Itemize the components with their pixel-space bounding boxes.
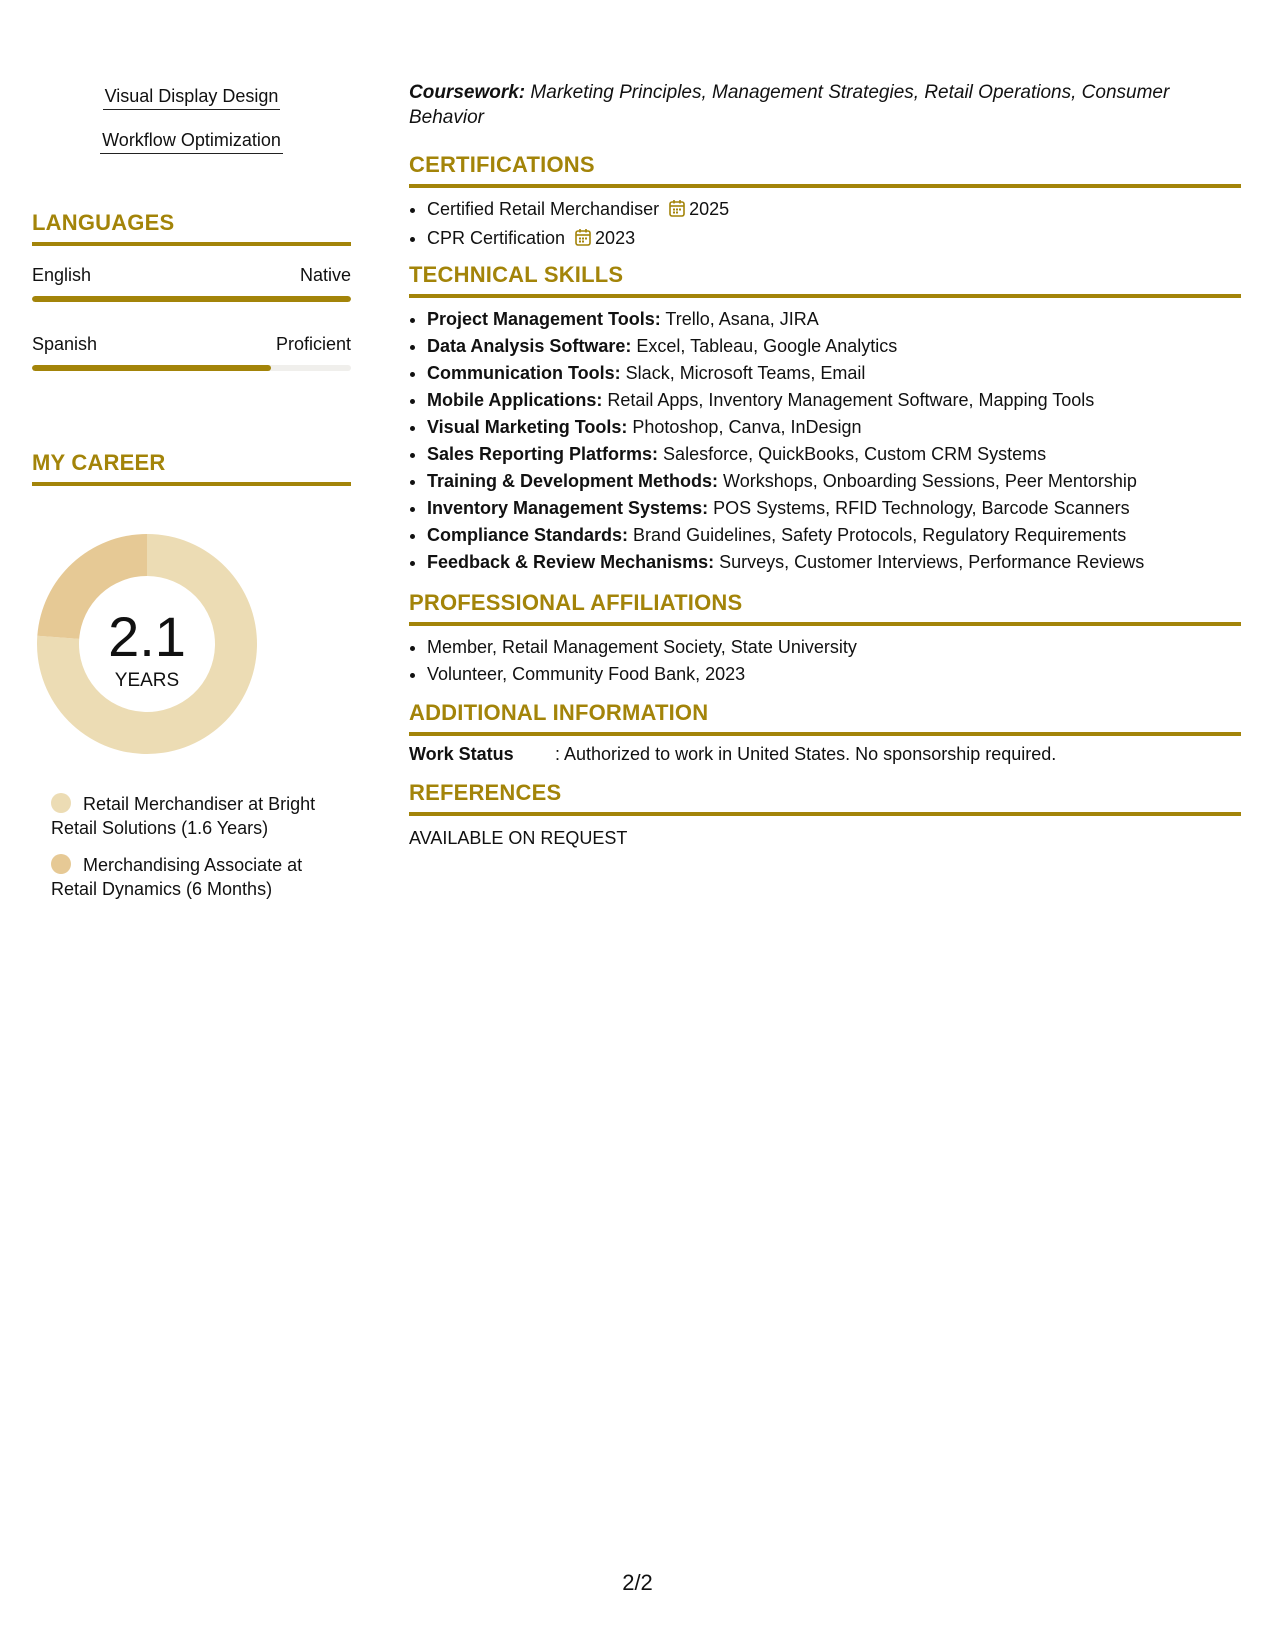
technical-skill-label: Mobile Applications: [427, 390, 603, 410]
section-title-career: MY CAREER [32, 450, 166, 475]
technical-skills-list [409, 306, 1241, 576]
certifications-section [409, 152, 1241, 254]
section-title-additional: ADDITIONAL INFORMATION [409, 700, 709, 725]
career-section [32, 450, 351, 486]
language-row [32, 334, 351, 355]
technical-skill-item [427, 495, 1241, 522]
language-name: English [32, 265, 92, 285]
section-rule [32, 242, 351, 246]
affiliations-section [409, 590, 1241, 688]
technical-skill-item [427, 306, 1241, 333]
calendar-icon [575, 227, 591, 254]
career-years-value: 2.1 [108, 605, 186, 668]
additional-info-section [409, 700, 1241, 765]
language-row [32, 265, 351, 286]
career-donut-chart [35, 532, 259, 756]
coursework-text: Marketing Principles, Management Strategies, Retail Operations, Consumer Behavior [409, 82, 1170, 128]
section-rule [409, 732, 1241, 736]
affiliation-item: • Volunteer, Community Food Bank, 2023 [427, 661, 1241, 688]
technical-skill-label: Inventory Management Systems: [427, 498, 709, 518]
technical-skill-value: POS Systems, RFID Technology, Barcode Scanners [708, 498, 1130, 518]
section-rule [409, 294, 1241, 298]
affiliation-item: • Member, Retail Management Society, State University [427, 634, 1241, 661]
technical-skill-label: Compliance Standards: [427, 525, 629, 545]
section-rule [409, 812, 1241, 816]
technical-skill-value: Trello, Asana, JIRA [660, 309, 819, 329]
technical-skill-label: Data Analysis Software: [427, 336, 632, 356]
work-status-label: Work Status [409, 744, 514, 764]
career-legend-item: Merchandising Associate at Retail Dynamics (6 Months) [51, 855, 303, 899]
technical-skill-item [427, 468, 1241, 495]
technical-skill-item [427, 333, 1241, 360]
language-bar-fill [32, 296, 351, 302]
career-legend-item: Retail Merchandiser at Bright Retail Solutions (1.6 Years) [51, 794, 316, 838]
legend-dot [51, 793, 71, 813]
technical-skill-item [427, 360, 1241, 387]
technical-skill-value: Slack, Microsoft Teams, Email [620, 363, 866, 383]
technical-skill-label: Feedback & Review Mechanisms: [427, 552, 715, 572]
coursework-label: Coursework: [409, 82, 526, 103]
coursework [409, 80, 1241, 130]
technical-skill-value: Workshops, Onboarding Sessions, Peer Mentorship [718, 471, 1137, 491]
technical-skill-item [427, 387, 1241, 414]
affiliations-list [409, 634, 1241, 688]
technical-skill-label: Communication Tools: [427, 363, 621, 383]
technical-skills-section [409, 262, 1241, 576]
language-bar [32, 296, 351, 302]
technical-skill-item [427, 414, 1241, 441]
calendar-icon [669, 198, 685, 225]
skill-tag: Visual Display Design [32, 86, 351, 110]
technical-skill-value: Surveys, Customer Interviews, Performance Reviews [714, 552, 1145, 572]
section-title-languages: LANGUAGES [32, 210, 175, 235]
technical-skill-item [427, 441, 1241, 468]
technical-skill-value: Brand Guidelines, Safety Protocols, Regulatory Requirements [628, 525, 1127, 545]
technical-skill-label: Visual Marketing Tools: [427, 417, 628, 437]
section-title-affiliations: PROFESSIONAL AFFILIATIONS [409, 590, 743, 615]
section-title-certifications: CERTIFICATIONS [409, 152, 595, 177]
technical-skill-label: Sales Reporting Platforms: [427, 444, 659, 464]
skill-tag: Workflow Optimization [32, 130, 351, 154]
technical-skill-label: Project Management Tools: [427, 309, 661, 329]
references-section [409, 780, 1241, 849]
certifications-list [409, 196, 1241, 254]
technical-skill-value: Salesforce, QuickBooks, Custom CRM Systems [658, 444, 1047, 464]
languages-section [32, 210, 351, 246]
work-status-row [409, 744, 1241, 765]
language-bar-fill [32, 365, 271, 371]
section-rule [409, 184, 1241, 188]
language-level: Native [299, 265, 351, 285]
certification-year: 2025 [689, 199, 730, 219]
technical-skill-value: Photoshop, Canva, InDesign [627, 417, 862, 437]
technical-skill-value: Excel, Tableau, Google Analytics [631, 336, 898, 356]
section-title-references: REFERENCES [409, 780, 562, 805]
section-rule [32, 482, 351, 486]
language-name: Spanish [32, 334, 98, 354]
legend-dot [51, 854, 71, 874]
work-status-value: : Authorized to work in United States. No sponsorship required. [555, 744, 1057, 764]
certification-year: 2023 [595, 228, 636, 248]
technical-skill-item [427, 549, 1241, 576]
career-years-unit: YEARS [114, 670, 180, 691]
language-level: Proficient [275, 334, 351, 354]
technical-skill-item [427, 522, 1241, 549]
page-number: 2/2 [622, 1570, 653, 1595]
section-title-technical: TECHNICAL SKILLS [409, 262, 624, 287]
technical-skill-label: Training & Development Methods: [427, 471, 719, 491]
certification-item: • CPR Certification 2023 [427, 225, 1241, 254]
references-text: AVAILABLE ON REQUEST [409, 828, 628, 848]
certification-item: • Certified Retail Merchandiser 2025 [427, 196, 1241, 225]
language-bar [32, 365, 351, 371]
section-rule [409, 622, 1241, 626]
technical-skill-value: Retail Apps, Inventory Management Software, Mapping Tools [602, 390, 1095, 410]
